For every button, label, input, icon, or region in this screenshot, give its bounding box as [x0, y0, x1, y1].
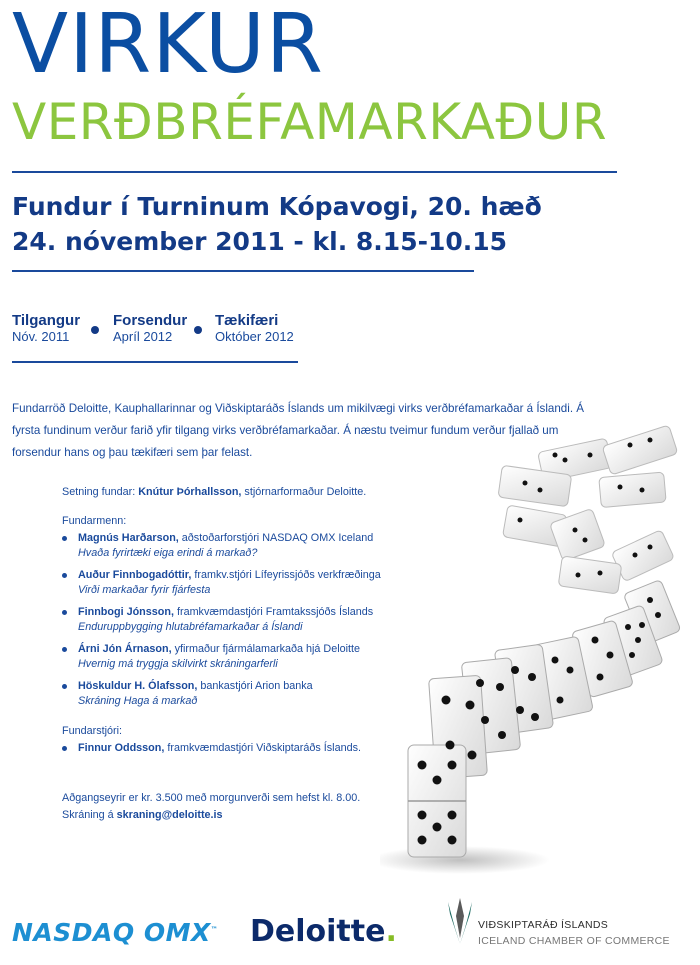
speaker-topic: Enduruppbygging hlutabréfamarkaðar á Íslandi: [78, 621, 303, 633]
meeting-time: 24. nóvember 2011 - kl. 8.15-10.15: [12, 227, 508, 256]
phase-1: [12, 312, 80, 344]
vi-name: VIÐSKIPTARÁÐ ÍSLANDS: [478, 919, 609, 931]
deloitte-logo-dot: .: [385, 914, 397, 949]
speaker-role: yfirmaður fjármálamarkaða hjá Deloitte: [171, 643, 361, 655]
vi-name-english: ICELAND CHAMBER OF COMMERCE: [478, 935, 670, 947]
rule-phases: [12, 361, 298, 363]
nasdaq-omx-logo: [12, 918, 218, 947]
opening-role: stjórnarformaður Deloitte.: [241, 486, 367, 498]
rule-top: [12, 171, 617, 173]
meeting-place: Fundur í Turninum Kópavogi, 20. hæð: [12, 192, 542, 221]
chair-heading: Fundarstjóri:: [62, 725, 123, 737]
speaker-topic: Skráning Haga á markað: [78, 695, 198, 707]
speaker-item: [62, 679, 482, 709]
nasdaq-tm: ™: [210, 925, 219, 934]
chair-role: framkvæmdastjóri Viðskiptaráðs Íslands.: [164, 742, 361, 754]
title-verdbrefamarkadur: VERÐBRÉFAMARKAÐUR: [12, 93, 608, 151]
deloitte-logo: [250, 914, 397, 949]
speaker-role: framkv.stjóri Lífeyrissjóðs verkfræðinga: [191, 569, 381, 581]
rule-middle: [12, 270, 474, 272]
phase-name: Forsendur: [113, 312, 188, 329]
chair-name: Finnur Oddsson,: [78, 742, 165, 754]
intro-line: fyrsta fundinum verður farið yfir tilgang virks verðbréfamarkaðar. Á næstu tveimur fundum verður fjallað um: [12, 424, 559, 437]
intro-paragraph: [12, 398, 597, 464]
speaker-role: aðstoðarforstjóri NASDAQ OMX Iceland: [178, 532, 374, 544]
chair-item: [62, 741, 482, 756]
speaker-role: bankastjóri Arion banka: [197, 680, 313, 692]
intro-line: Fundarröð Deloitte, Kauphallarinnar og Viðskiptaráðs Íslands um mikilvægi virks verðbréfamarkaðar á Íslandi. Á: [12, 402, 585, 415]
phase-3: [215, 312, 294, 344]
bullet: [62, 536, 67, 541]
phase-date: Nóv. 2011: [12, 329, 70, 344]
registration-email[interactable]: skraning@deloitte.is: [116, 809, 223, 821]
phase-date: Apríl 2012: [113, 329, 173, 344]
speaker-item: [62, 568, 482, 598]
speaker-name: Magnús Harðarson,: [78, 532, 179, 544]
intro-line: forsendur hans og þau tækifæri sem þar felast.: [12, 446, 253, 459]
opening-line: [62, 486, 482, 498]
opening-name: Knútur Þórhallsson,: [138, 486, 242, 498]
vi-emblem-icon: [446, 898, 474, 948]
speaker-item: [62, 531, 482, 561]
speaker-name: Auður Finnbogadóttir,: [78, 569, 192, 581]
speaker-name: Höskuldur H. Ólafsson,: [78, 680, 198, 692]
phase-name: Tækifæri: [215, 312, 279, 329]
bullet: [62, 684, 67, 689]
deloitte-logo-text: Deloitte: [250, 914, 386, 949]
speaker-topic: Hvaða fyrirtæki eiga erindi á markað?: [78, 547, 258, 559]
speaker-name: Árni Jón Árnason,: [78, 643, 172, 655]
bullet: [62, 573, 67, 578]
phase-2: [113, 312, 187, 344]
speaker-name: Finnbogi Jónsson,: [78, 606, 174, 618]
speaker-role: framkvæmdastjóri Framtakssjóðs Íslands: [173, 606, 374, 618]
phase-dot: [91, 326, 99, 334]
title-virkur: VIRKUR: [12, 0, 324, 92]
speaker-topic: Hvernig má tryggja skilvirkt skráningarferli: [78, 658, 278, 670]
phase-name: Tilgangur: [12, 312, 81, 329]
bullet: [62, 647, 67, 652]
fee-line: Aðgangseyrir er kr. 3.500 með morgunverði sem hefst kl. 8.00.: [62, 792, 361, 804]
speaker-item: [62, 605, 482, 635]
phase-date: Október 2012: [215, 329, 294, 344]
nasdaq-logo-text: NASDAQ OMX: [12, 918, 211, 947]
speakers-heading: Fundarmenn:: [62, 515, 127, 527]
registration-line: [62, 809, 482, 821]
speaker-item: [62, 642, 482, 672]
registration-label: Skráning á: [62, 809, 117, 821]
bullet: [62, 610, 67, 615]
bullet: [62, 746, 67, 751]
speaker-topic: Virði markaðar fyrir fjárfesta: [78, 584, 211, 596]
phase-dot: [194, 326, 202, 334]
opening-label: Setning fundar:: [62, 486, 139, 498]
